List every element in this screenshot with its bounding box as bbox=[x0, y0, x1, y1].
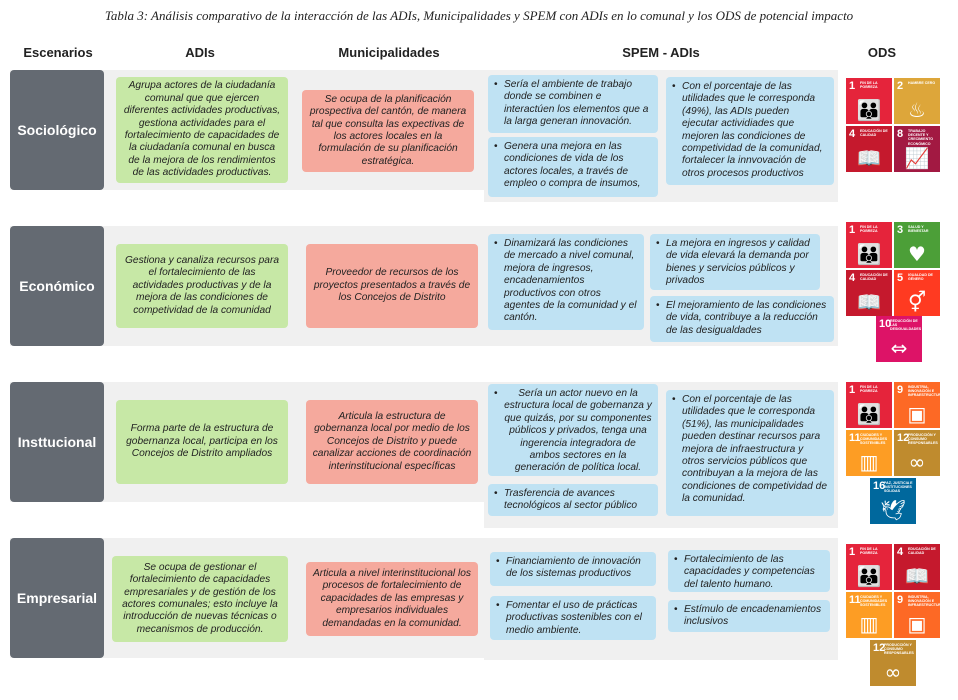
header-municipalidades: Municipalidades bbox=[338, 45, 440, 60]
sdg-12-icon: 12 PRODUCCIÓN Y CONSUMO RESPONSABLES ∞ bbox=[870, 640, 916, 686]
sdg-12-icon: 12 PRODUCCIÓN Y CONSUMO RESPONSABLES ∞ bbox=[894, 430, 940, 476]
sdg-10-icon: 10 REDUCCIÓN DE LAS DESIGUALDADES ⇔ bbox=[876, 316, 922, 362]
municipalidades-cell: Articula a nivel interinstitucional los procesos de fortalecimiento de capacidades de las empresas y empresarios individuales demandadas en la comunidad. bbox=[306, 562, 478, 636]
sdg-4-icon: 4 EDUCACIÓN DE CALIDAD 📖 bbox=[894, 544, 940, 590]
spem-item: • Financiamiento de innovación de los sistemas productivos bbox=[490, 552, 656, 586]
spem-item: • Estímulo de encadenamientos inclusivos bbox=[668, 600, 830, 632]
adis-cell: Agrupa actores de la ciudadanía comunal que que ejercen diferentes actividades productivas, gestiona actividades para el fortalecimiento de capacidades de la ciudadanía comunal en busca de la mejora de los rendimientos de las actividades productivas. bbox=[116, 77, 288, 183]
sdg-4-icon: 4 EDUCACIÓN DE CALIDAD 📖 bbox=[846, 126, 892, 172]
header-spem: SPEM - ADIs bbox=[622, 45, 700, 60]
spem-item: • Dinamizará las condiciones de mercado a nivel comunal, mejora de ingresos, encadenamientos productivos con otros agentes de la comunidad y el cantón. bbox=[488, 234, 644, 330]
spem-item: • Sería el ambiente de trabajo donde se combinen e interactúen los elementos que a la larga generan innovación. bbox=[488, 75, 658, 133]
sdg-1-icon: 1 FIN DE LA POBREZA 👪 bbox=[846, 544, 892, 590]
spem-item: • Con el porcentaje de las utilidades que le corresponda (49%), las ADIs pueden ejecutar actividiades que mejoren las condiciones de competividad de la comunidad, fortalecer la innvovación de otros procesos productivos bbox=[666, 77, 834, 185]
sdg-9-icon: 9 INDUSTRIA, INNOVACIÓN E INFRAESTRUCTURA ▣ bbox=[894, 382, 940, 428]
spem-item: • Trasferencia de avances tecnológicos al sector público bbox=[488, 484, 658, 516]
sdg-1-icon: 1 FIN DE LA POBREZA 👪 bbox=[846, 222, 892, 268]
sdg-2-icon: 2 HAMBRE CERO ♨ bbox=[894, 78, 940, 124]
spem-item: • Fomentar el uso de prácticas productivas sostenibles con el medio ambiente. bbox=[490, 596, 656, 640]
municipalidades-cell: Se ocupa de la planificación prospectiva del cantón, de manera tal que consulta las expectivas de los actores locales en la formulación de su planificación estratégica. bbox=[302, 90, 474, 172]
scenario-sociologico: Sociológico bbox=[10, 70, 104, 190]
adis-cell: Forma parte de la estructura de gobernanza local, participa en los Concejos de Distrito ampliados bbox=[116, 400, 288, 484]
spem-item: • Genera una mejora en las condiciones de vida de los actores locales, a través de empleo o compra de insumos, bbox=[488, 137, 658, 197]
spem-item: • El mejoramiento de las condiciones de vida, contribuye a la reducción de las desigualdades bbox=[650, 296, 834, 342]
sdg-16-icon: 16 PAZ, JUSTICIA E INSTITUCIONES SÓLIDAS 🕊 bbox=[870, 478, 916, 524]
header-adis: ADIs bbox=[185, 45, 215, 60]
sdg-1-icon: 1 FIN DE LA POBREZA 👪 bbox=[846, 382, 892, 428]
sdg-4-icon: 4 EDUCACIÓN DE CALIDAD 📖 bbox=[846, 270, 892, 316]
sdg-1-icon: 1 FIN DE LA POBREZA 👪 bbox=[846, 78, 892, 124]
sdg-9-icon: 9 INDUSTRIA, INNOVACIÓN E INFRAESTRUCTURA ▣ bbox=[894, 592, 940, 638]
municipalidades-cell: Articula la estructura de gobernanza local por medio de los Concejos de Distrito y puede canalizar acciones de coordinación interinstitucional específicas bbox=[306, 400, 478, 484]
spem-item: • Con el porcentaje de las utilidades que le corresponda (51%), las municipalidades pueden destinar recursos para mejora de infraestructura y otros servicios públicos que contribuyan a la mejora de las condiciones de competividad de la comunidad. bbox=[666, 390, 834, 516]
header-escenarios: Escenarios bbox=[23, 45, 93, 60]
spem-item: • La mejora en ingresos y calidad de vida elevará la demanda por bienes y servicios públicos y privados bbox=[650, 234, 820, 290]
scenario-economico: Económico bbox=[10, 226, 104, 346]
adis-cell: Se ocupa de gestionar el fortalecimiento de capacidades empresariales y de gestión de los actores comunales; esto incluye la introducción de nuevas técnicas o mecanismos de producción. bbox=[112, 556, 288, 642]
sdg-11-icon: 11 CIUDADES Y COMUNIDADES SOSTENIBLES ▥ bbox=[846, 592, 892, 638]
sdg-5-icon: 5 IGUALDAD DE GÉNERO ⚥ bbox=[894, 270, 940, 316]
spem-item: • Fortalecimiento de las capacidades y competencias del talento humano. bbox=[668, 550, 830, 592]
adis-cell: Gestiona y canaliza recursos para el fortalecimiento de las actividades productivas y de la mejora de las condiciones de competividad de la comunidad bbox=[116, 244, 288, 328]
scenario-institucional: Insttucional bbox=[10, 382, 104, 502]
header-ods: ODS bbox=[867, 45, 897, 60]
scenario-empresarial: Empresarial bbox=[10, 538, 104, 658]
municipalidades-cell: Proveedor de recursos de los proyectos presentados a través de los Concejos de Distrito bbox=[306, 244, 478, 328]
spem-item: • Sería un actor nuevo en la estructura local de gobernanza y que quizás, por su componentes públicos y privados, tenga una ingerencia integradora de ambos sectores en la generación de política local. bbox=[488, 384, 658, 476]
sdg-3-icon: 3 SALUD Y BIENESTAR ♥ bbox=[894, 222, 940, 268]
sdg-8-icon: 8 TRABAJO DECENTE Y CRECIMIENTO ECONÓMICO 📈 bbox=[894, 126, 940, 172]
table-caption: Tabla 3: Análisis comparativo de la interacción de las ADIs, Municipalidades y SPEM con ADIs en lo comunal y los ODS de potencial impacto bbox=[104, 8, 854, 23]
sdg-11-icon: 11 CIUDADES Y COMUNIDADES SOSTENIBLES ▥ bbox=[846, 430, 892, 476]
